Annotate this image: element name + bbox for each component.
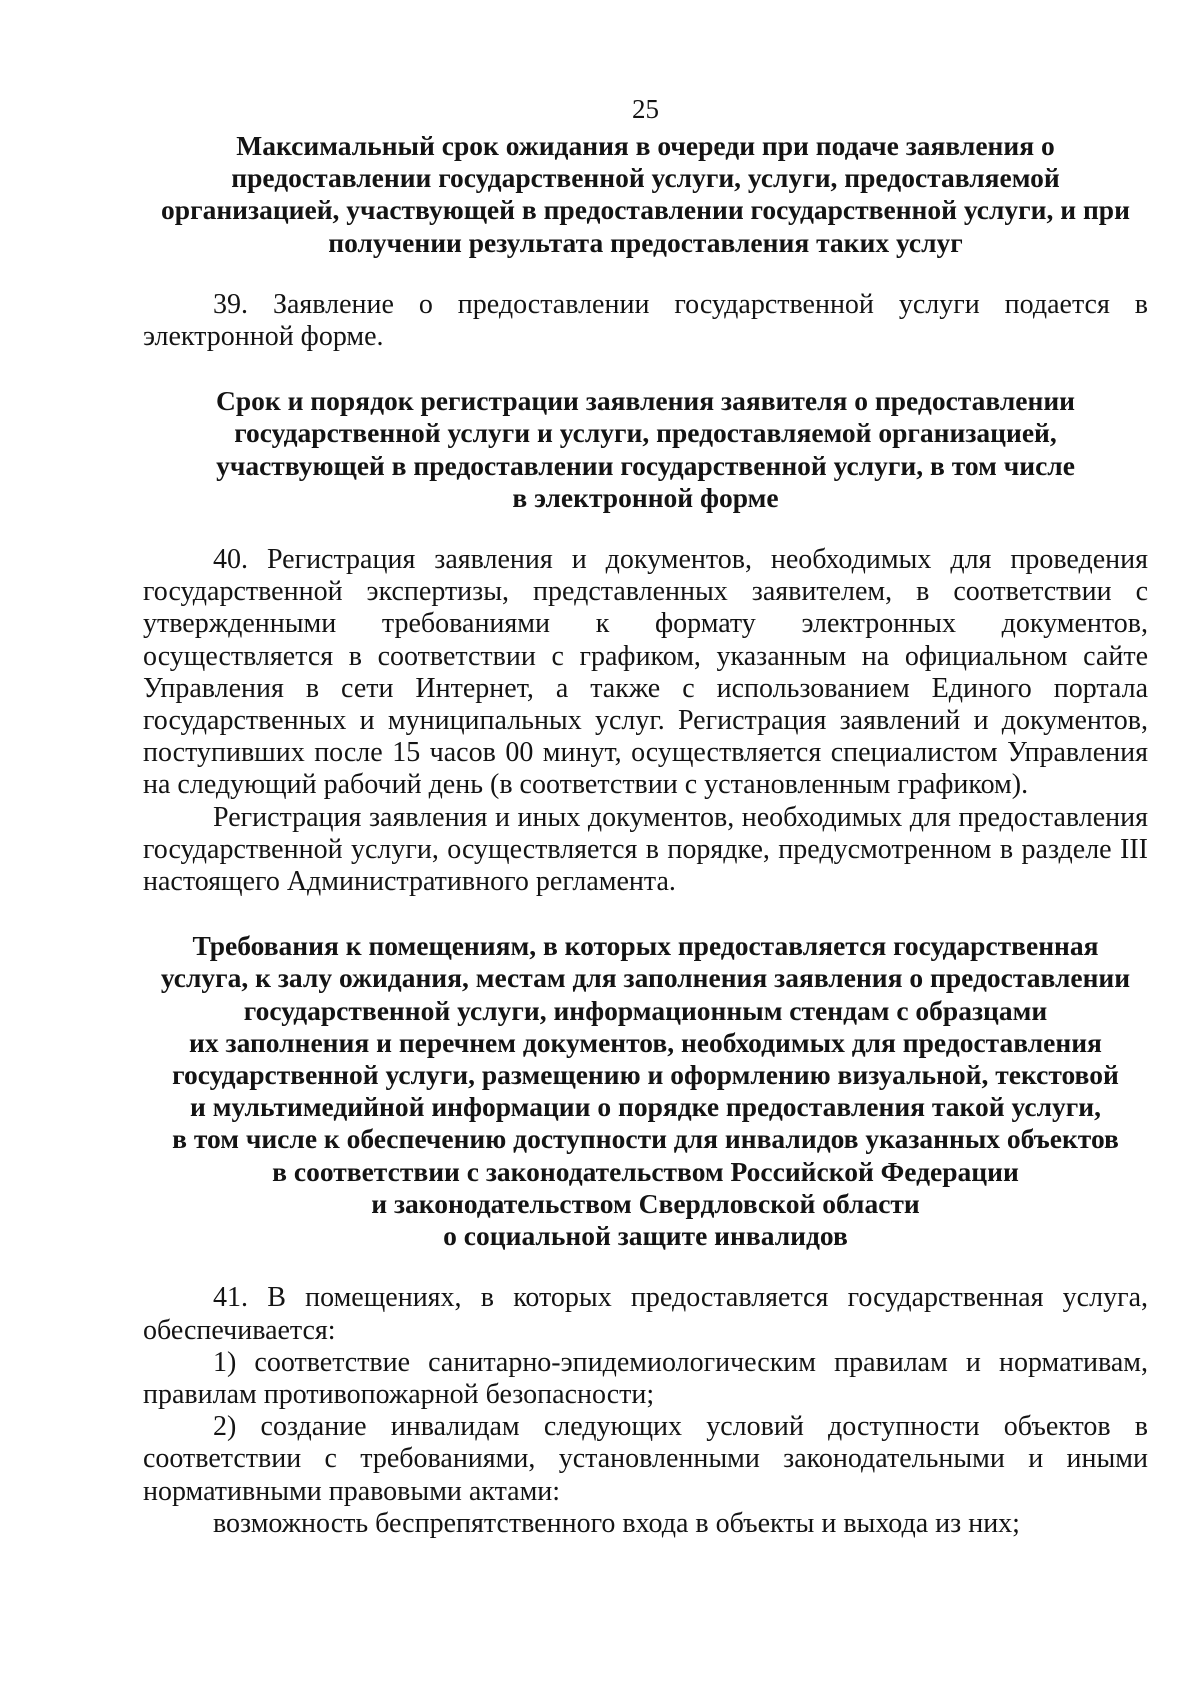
heading-line: и мультимедийной информации о порядке предоставления такой услуги,: [190, 1091, 1101, 1123]
heading-line: Требования к помещениям, в которых предоставляется государственная: [192, 930, 1099, 962]
section-heading-premises-requirements: [143, 930, 1148, 1252]
paragraph-39: 39. Заявление о предоставлении государственной услуги подается в электронной форме.: [143, 288, 1148, 353]
heading-line: в том числе к обеспечению доступности для инвалидов указанных объектов: [172, 1123, 1119, 1155]
paragraph-41-item-1: 1) соответствие санитарно-эпидемиологическим правилам и нормативам, правилам противопожарной безопасности;: [143, 1346, 1148, 1410]
heading-line: организацией, участвующей в предоставлении государственной услуги, и при: [161, 194, 1130, 226]
heading-line: Срок и порядок регистрации заявления заявителя о предоставлении: [215, 385, 1076, 417]
heading-line: в электронной форме: [512, 481, 779, 513]
heading-line: государственной услуги и услуги, предоставляемой организацией,: [234, 417, 1057, 449]
heading-line: участвующей в предоставлении государственной услуги, в том числе: [216, 449, 1075, 481]
heading-line: предоставлении государственной услуги, услуги, предоставляемой: [231, 162, 1060, 194]
heading-line: в соответствии с законодательством Российской Федерации: [272, 1155, 1019, 1187]
page-number: 25: [632, 94, 659, 124]
paragraph-41: 41. В помещениях, в которых предоставляется государственная услуга, обеспечивается:: [143, 1282, 1148, 1346]
heading-line: получении результата предоставления таких услуг: [328, 226, 963, 258]
paragraph-40-registration-order: Регистрация заявления и иных документов, необходимых для предоставления государственной услуги, осуществляется в порядке, предусмотренном в разделе III настоящего Административного регламента.: [143, 801, 1148, 898]
heading-line: и законодательством Свердловской области: [371, 1187, 920, 1219]
paragraph-40: 40. Регистрация заявления и документов, необходимых для проведения государственной экспертизы, представленных заявителем, в соответствии с утвержденными требованиями к формату электронных документов, осуществляется в соответствии с графиком, указанным на официальном сайте Управления в сети Интернет, а также с использованием Единого портала государственных и муниципальных услуг. Регистрация заявлений и документов, поступивших после 15 часов 00 минут, осуществляется специалистом Управления на следующий рабочий день (в соответствии с установленным графиком).: [143, 544, 1148, 801]
heading-line: государственной услуги, размещению и оформлению визуальной, текстовой: [172, 1059, 1119, 1091]
heading-line: государственной услуги, информационным стендам с образцами: [243, 994, 1048, 1026]
heading-line: их заполнения и перечнем документов, необходимых для предоставления: [189, 1026, 1102, 1058]
heading-line: услуга, к залу ожидания, местам для заполнения заявления о предоставлении: [160, 962, 1131, 994]
heading-line: Максимальный срок ожидания в очереди при подаче заявления о: [236, 130, 1055, 161]
paragraph-41-entry-access: возможность беспрепятственного входа в объекты и выхода из них;: [213, 1507, 1020, 1539]
section-heading-registration: [143, 385, 1148, 514]
section-heading-waiting-time: [143, 130, 1148, 259]
paragraph-41-item-2: 2) создание инвалидам следующих условий доступности объектов в соответствии с требованиями, установленными законодательными и иными нормативными правовыми актами:: [143, 1411, 1148, 1507]
heading-line: о социальной защите инвалидов: [443, 1220, 848, 1252]
